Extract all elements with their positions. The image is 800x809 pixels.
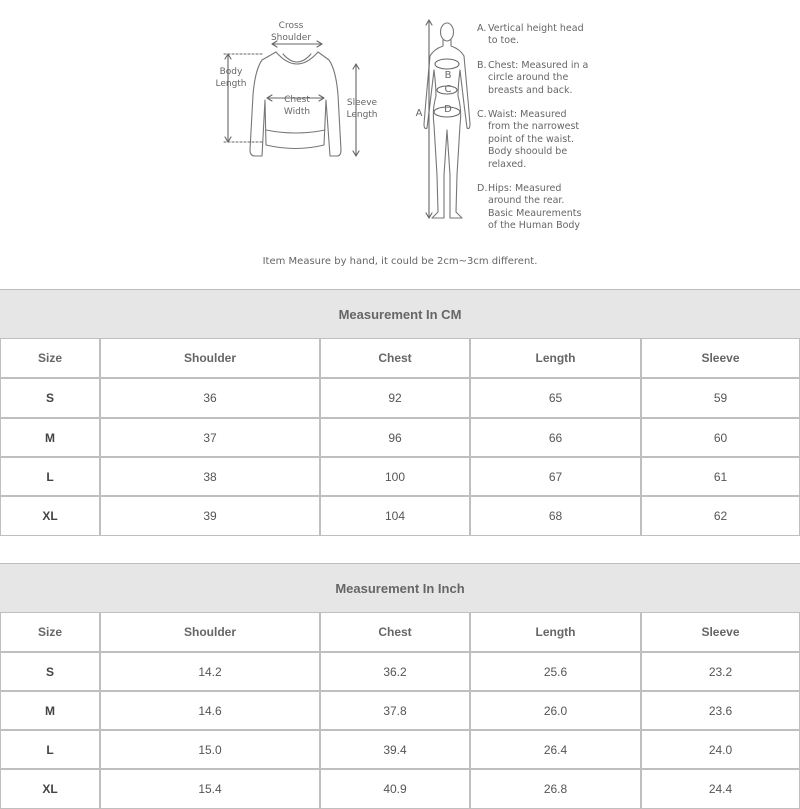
sleeve-cell: 62 xyxy=(641,496,800,536)
sleeve-cell: 23.2 xyxy=(641,652,800,691)
sleeve-cell: 61 xyxy=(641,457,800,496)
note-b xyxy=(477,60,588,97)
length-cell: 67 xyxy=(470,457,641,496)
shoulder-cell: 14.2 xyxy=(100,652,320,691)
shoulder-cell: 38 xyxy=(100,457,320,496)
shoulder-cell: 36 xyxy=(100,378,320,418)
length-cell: 26.4 xyxy=(470,730,641,769)
length-cell: 68 xyxy=(470,496,641,536)
note-text: Waist: Measured from the narrowest point of the waist. Body shoould be relaxed. xyxy=(488,109,580,170)
size-cell: L xyxy=(0,730,100,769)
chest-cell: 39.4 xyxy=(320,730,470,769)
table-title: Measurement In Inch xyxy=(0,564,800,612)
note-key: B. xyxy=(477,60,487,71)
chest-width-label: Chest Width xyxy=(283,95,311,117)
note-key: A. xyxy=(477,23,487,34)
length-cell: 26.0 xyxy=(470,691,641,730)
note-text: Hips: Measured around the rear. Basic Meaurements of the Human Body xyxy=(488,183,582,232)
note-c xyxy=(477,109,579,171)
sleeve-cell: 59 xyxy=(641,378,800,418)
note-a xyxy=(477,23,584,48)
length-cell: 25.6 xyxy=(470,652,641,691)
header-length: Length xyxy=(470,612,641,652)
length-cell: 26.8 xyxy=(470,769,641,809)
measure-disclaimer: Item Measure by hand, it could be 2cm~3cm different. xyxy=(262,256,538,267)
note-d xyxy=(477,183,581,233)
table-title: Measurement In CM xyxy=(0,290,800,338)
chest-cell: 37.8 xyxy=(320,691,470,730)
figure-label-c: C xyxy=(444,84,452,95)
shoulder-cell: 14.6 xyxy=(100,691,320,730)
size-cell: XL xyxy=(0,496,100,536)
note-key: C. xyxy=(477,109,487,120)
figure-label-d: D xyxy=(444,104,452,115)
chest-cell: 36.2 xyxy=(320,652,470,691)
note-text: Chest: Measured in a circle around the breasts and back. xyxy=(488,60,589,96)
sleeve-cell: 24.0 xyxy=(641,730,800,769)
chest-cell: 92 xyxy=(320,378,470,418)
shoulder-cell: 37 xyxy=(100,418,320,457)
note-text: Vertical height head to toe. xyxy=(488,23,584,47)
sleeve-cell: 23.6 xyxy=(641,691,800,730)
header-shoulder: Shoulder xyxy=(100,612,320,652)
size-cell: S xyxy=(0,378,100,418)
sleeve-cell: 60 xyxy=(641,418,800,457)
size-cell: M xyxy=(0,418,100,457)
sleeve-cell: 24.4 xyxy=(641,769,800,809)
shoulder-cell: 39 xyxy=(100,496,320,536)
size-cell: S xyxy=(0,652,100,691)
length-cell: 66 xyxy=(470,418,641,457)
header-sleeve: Sleeve xyxy=(641,612,800,652)
diagram-drawing xyxy=(0,0,800,285)
size-cell: M xyxy=(0,691,100,730)
header-shoulder: Shoulder xyxy=(100,338,320,378)
measurement-diagram xyxy=(0,0,800,285)
header-size: Size xyxy=(0,612,100,652)
chest-cell: 100 xyxy=(320,457,470,496)
cross-shoulder-label: Cross Shoulder xyxy=(270,21,312,43)
figure-label-b: B xyxy=(444,70,452,81)
size-cell: XL xyxy=(0,769,100,809)
figure-label-a: A xyxy=(415,108,423,119)
chest-cell: 40.9 xyxy=(320,769,470,809)
chest-cell: 104 xyxy=(320,496,470,536)
length-cell: 65 xyxy=(470,378,641,418)
shoulder-cell: 15.4 xyxy=(100,769,320,809)
header-sleeve: Sleeve xyxy=(641,338,800,378)
header-size: Size xyxy=(0,338,100,378)
body-length-label: Body Length xyxy=(215,67,247,89)
note-key: D. xyxy=(477,183,488,194)
human-body-icon xyxy=(424,23,470,218)
sleeve-length-label: Sleeve Length xyxy=(346,98,378,120)
size-cell: L xyxy=(0,457,100,496)
header-chest: Chest xyxy=(320,338,470,378)
header-chest: Chest xyxy=(320,612,470,652)
chest-cell: 96 xyxy=(320,418,470,457)
header-length: Length xyxy=(470,338,641,378)
shoulder-cell: 15.0 xyxy=(100,730,320,769)
